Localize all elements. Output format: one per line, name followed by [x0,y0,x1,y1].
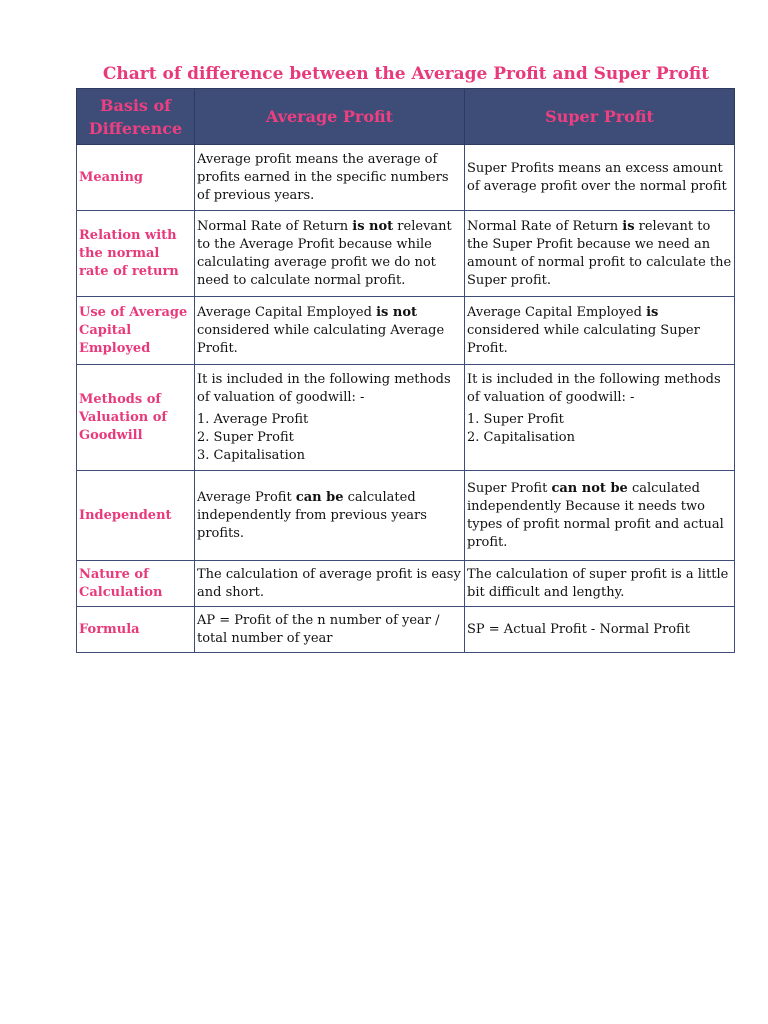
text: relevant to the Super Profit because we need an amount of normal profit to calculate the Super profit. [467,218,732,288]
table-row-meaning [77,145,735,211]
emphasis: is not [376,304,417,320]
page-title: Chart of difference between the Average Profit and Super Profit [102,64,710,84]
table-row-nature [77,561,735,607]
basis-meaning: Meaning [77,145,195,211]
text: Normal Rate of Return [197,218,353,234]
average-capital [195,297,465,365]
header-average-profit: Average Profit [195,89,465,145]
list-item: 1. Super Profit [467,412,564,427]
average-independent [195,471,465,561]
super-relation [465,211,735,297]
list-intro: It is included in the following methods of valuation of goodwill: - [467,372,721,405]
text: considered while calculating Average Profit. [197,322,445,356]
text: Average Capital Employed [197,304,377,320]
list-intro: It is included in the following methods of valuation of goodwill: - [197,372,451,405]
text: Normal Rate of Return [467,218,623,234]
list-item: 3. Capitalisation [197,448,306,463]
text: Average Capital Employed [467,304,647,320]
basis-independent: Independent [77,471,195,561]
text: Super Profit [467,480,552,496]
emphasis: can be [295,489,344,505]
super-formula: SP = Actual Profit - Normal Profit [465,607,735,653]
comparison-table [76,88,735,653]
super-capital [465,297,735,365]
table-header-row [77,89,735,145]
super-independent [465,471,735,561]
average-methods [195,365,465,471]
super-methods [465,365,735,471]
table-row-independent [77,471,735,561]
table-row-relation [77,211,735,297]
header-basis: Basis of Difference [77,89,195,145]
basis-formula: Formula [77,607,195,653]
basis-relation: Relation with the normal rate of return [77,211,195,297]
emphasis: can not be [551,480,628,496]
text: Average Profit [197,489,296,505]
average-nature: The calculation of average profit is easy and short. [195,561,465,607]
super-nature: The calculation of super profit is a little bit difficult and lengthy. [465,561,735,607]
average-formula: AP = Profit of the n number of year / total number of year [195,607,465,653]
table-row-methods [77,365,735,471]
super-meaning: Super Profits means an excess amount of average profit over the normal profit [465,145,735,211]
emphasis: is not [352,218,394,234]
average-relation [195,211,465,297]
basis-capital: Use of Average Capital Employed [77,297,195,365]
basis-nature: Nature of Calculation [77,561,195,607]
average-meaning: Average profit means the average of profits earned in the specific numbers of previous years. [195,145,465,211]
text: relevant to the Average Profit because while calculating average profit we do not need to calculate normal profit. [197,218,452,288]
basis-methods: Methods of Valuation of Goodwill [77,365,195,471]
header-super-profit: Super Profit [465,89,735,145]
text: calculated independently Because it needs two types of profit normal profit and actual profit. [467,480,724,550]
text: calculated independently from previous years profits. [197,489,427,541]
text: considered while calculating Super Profit. [467,322,700,356]
table-row-formula [77,607,735,653]
list-item: 2. Capitalisation [467,430,576,445]
list-item: 2. Super Profit [197,430,294,445]
emphasis: is [622,218,635,234]
list-item: 1. Average Profit [197,412,309,427]
emphasis: is [646,304,659,320]
table-row-capital [77,297,735,365]
